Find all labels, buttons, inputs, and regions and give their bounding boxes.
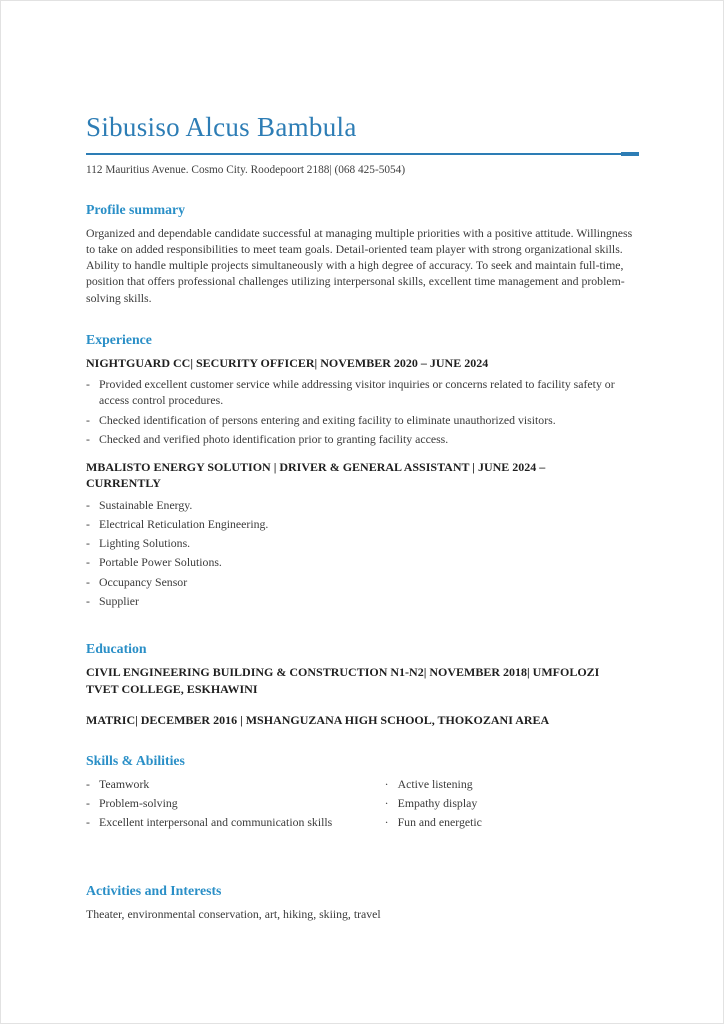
bullet-dash-icon: - <box>86 776 90 791</box>
skills-right-column <box>385 776 639 834</box>
job-title: MBALISTO ENERGY SOLUTION | DRIVER & GENERAL ASSISTANT | JUNE 2024 – CURRENTLY <box>86 460 546 491</box>
list-item <box>86 795 385 811</box>
list-item <box>385 776 639 792</box>
list-item <box>86 593 639 609</box>
list-item <box>86 776 385 792</box>
bullet-text: Lighting Solutions. <box>99 536 191 551</box>
job-title: NIGHTGUARD CC| SECURITY OFFICER| NOVEMBER 2020 – JUNE 2024 <box>86 356 489 371</box>
list-item <box>86 535 639 551</box>
section-heading-profile: Profile summary <box>86 201 185 217</box>
contact-info: 112 Mauritius Avenue. Cosmo City. Roodepoort 2188| (068 425-5054) <box>86 163 406 176</box>
job-bullet-list <box>86 497 639 610</box>
skills-columns <box>86 776 639 838</box>
bullet-dash-icon: - <box>86 795 90 810</box>
bullet-text: Supplier <box>99 593 139 608</box>
list-item <box>86 497 639 513</box>
list-item <box>86 431 639 447</box>
bullet-text: Portable Power Solutions. <box>99 555 222 570</box>
bullet-text: Checked and verified photo identification prior to granting facility access. <box>99 432 449 446</box>
profile-summary-text: Organized and dependable candidate successful at managing multiple priorities with a positive attitude. Willingness to take on added responsibilities to meet team goals. Detail-oriented team player with strong organizational skills. Ability to handle multiple projects simultaneously with a high degree of accuracy. To seek and maintain full-time, position that offers professional challenges utilizing interpersonal skills, excellent time management and problem-solving skills. <box>86 225 633 305</box>
bullet-dash-icon: - <box>86 574 90 589</box>
section-heading-skills: Skills & Abilities <box>86 752 185 768</box>
bullet-dash-icon: - <box>86 815 90 830</box>
section-heading-activities: Activities and Interests <box>86 883 222 899</box>
section-heading-education: Education <box>86 641 147 657</box>
bullet-dash-icon: - <box>86 536 90 551</box>
skill-text: Teamwork <box>99 776 150 791</box>
activities-text: Theater, environmental conservation, art, hiking, skiing, travel <box>86 907 381 922</box>
section-heading-experience: Experience <box>86 332 152 348</box>
list-item <box>385 814 639 830</box>
list-item <box>86 412 639 428</box>
list-item <box>385 795 639 811</box>
bullet-dash-icon: - <box>86 555 90 570</box>
bullet-dash-icon: - <box>86 593 90 608</box>
bullet-dash-icon: - <box>86 432 90 446</box>
bullet-text: Provided excellent customer service while addressing visitor inquiries or concerns related to facility safety or access control procedures. <box>99 377 615 408</box>
bullet-dash-icon: - <box>86 412 90 427</box>
bullet-dot-icon: · <box>384 776 389 791</box>
bullet-dot-icon: · <box>384 795 389 810</box>
education-item: CIVIL ENGINEERING BUILDING & CONSTRUCTION N1-N2| NOVEMBER 2018| UMFOLOZI TVET COLLEGE, ESKHAWINI <box>86 665 600 697</box>
skill-text: Active listening <box>397 776 473 791</box>
title-divider-accent <box>621 152 639 156</box>
list-item <box>86 554 639 570</box>
list-item <box>86 376 639 409</box>
list-item <box>86 814 385 830</box>
bullet-text: Occupancy Sensor <box>99 574 188 589</box>
list-item <box>86 574 639 590</box>
bullet-text: Checked identification of persons entering and exiting facility to eliminate unauthorized visitors. <box>99 412 556 427</box>
bullet-dash-icon: - <box>86 497 90 512</box>
education-item: MATRIC| DECEMBER 2016 | MSHANGUZANA HIGH SCHOOL, THOKOZANI AREA <box>86 712 550 727</box>
skill-text: Problem-solving <box>99 795 178 810</box>
candidate-name: Sibusiso Alcus Bambula <box>86 112 357 142</box>
bullet-dash-icon: - <box>86 377 90 392</box>
bullet-dash-icon: - <box>86 516 90 531</box>
title-divider <box>86 149 639 155</box>
bullet-dot-icon: · <box>384 815 389 830</box>
skill-text: Fun and energetic <box>397 815 482 830</box>
skills-left-column <box>86 776 385 834</box>
list-item <box>86 516 639 532</box>
skill-text: Empathy display <box>397 795 478 810</box>
bullet-text: Electrical Reticulation Engineering. <box>99 516 269 531</box>
job-bullet-list <box>86 376 639 447</box>
skill-text: Excellent interpersonal and communication skills <box>99 815 333 830</box>
bullet-text: Sustainable Energy. <box>99 497 193 512</box>
